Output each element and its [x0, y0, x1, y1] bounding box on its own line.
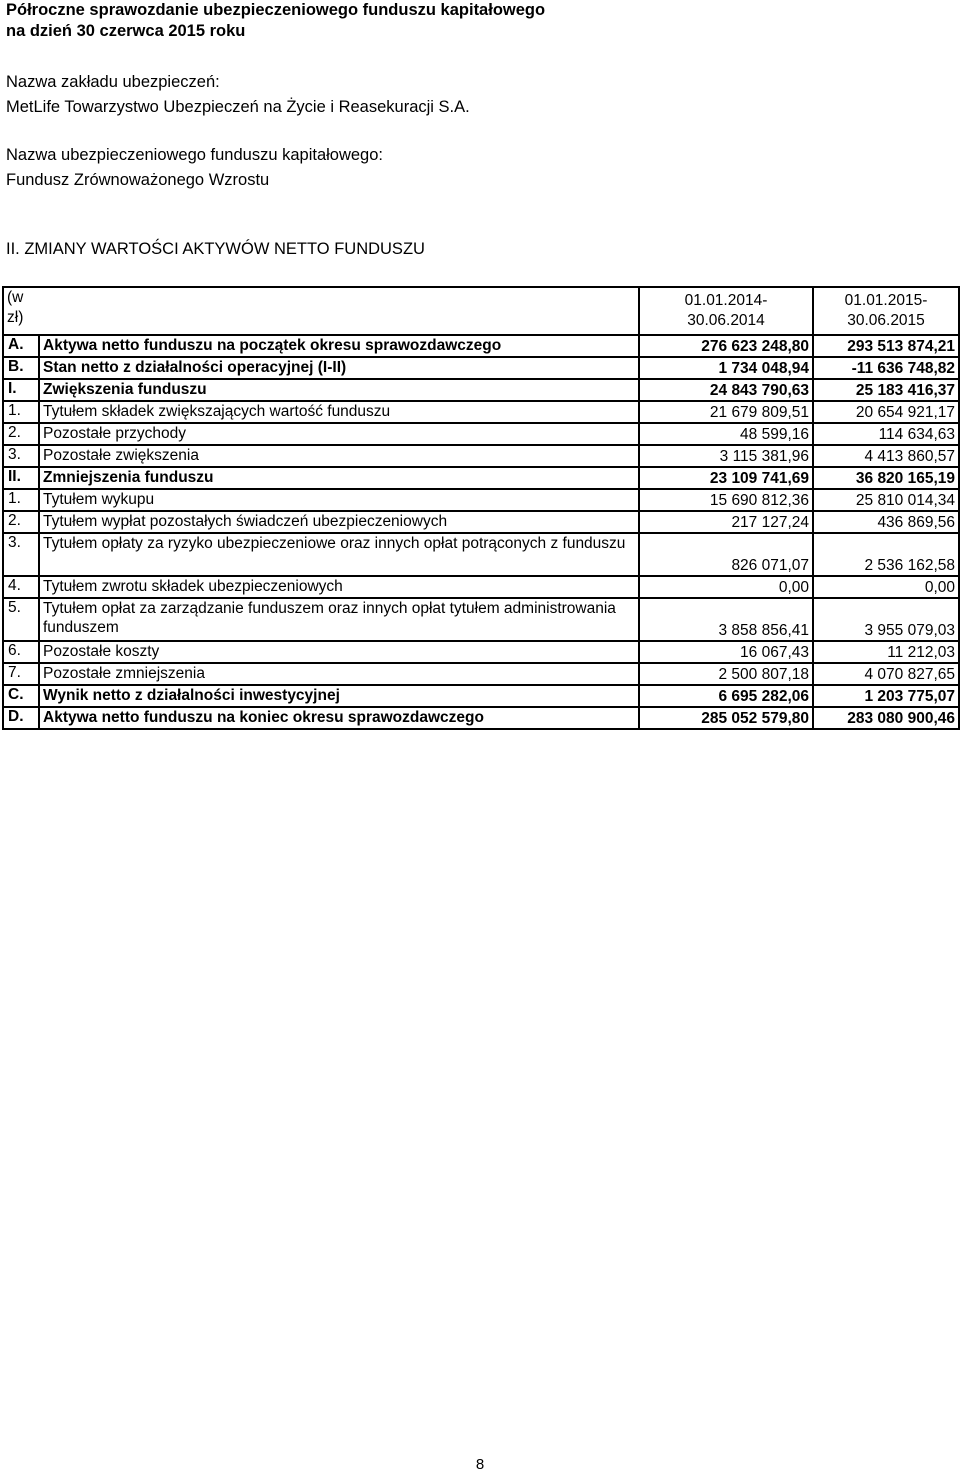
value-2014: 23 109 741,69 [639, 467, 813, 489]
row-label: Pozostałe koszty [39, 641, 639, 663]
table-row [3, 641, 959, 663]
table-row [3, 467, 959, 489]
table-row [3, 379, 959, 401]
value-2014: 3 858 856,41 [639, 598, 813, 641]
value-2014: 15 690 812,36 [639, 489, 813, 511]
value-2014: 826 071,07 [639, 533, 813, 576]
page-number: 8 [475, 1456, 485, 1473]
row-label: Pozostałe zwiększenia [39, 445, 639, 467]
table-row [3, 489, 959, 511]
row-number: I. [3, 379, 39, 401]
value-2014: 276 623 248,80 [639, 335, 813, 357]
insurer-name: MetLife Towarzystwo Ubezpieczeń na Życie i Reasekuracji S.A. [6, 98, 470, 116]
row-label: Aktywa netto funduszu na koniec okresu sprawozdawczego [39, 707, 639, 729]
value-2015: 3 955 079,03 [813, 598, 959, 641]
value-2014: 217 127,24 [639, 511, 813, 533]
value-2014: 2 500 807,18 [639, 663, 813, 685]
table-row [3, 511, 959, 533]
row-number: A. [3, 335, 39, 357]
value-2014: 6 695 282,06 [639, 685, 813, 707]
row-label: Zwiększenia funduszu [39, 379, 639, 401]
row-label: Wynik netto z działalności inwestycyjnej [39, 685, 639, 707]
value-2015: -11 636 748,82 [813, 357, 959, 379]
row-number: 2. [3, 511, 39, 533]
fund-name: Fundusz Zrównoważonego Wzrostu [6, 171, 270, 189]
table-row [3, 423, 959, 445]
value-2015: 20 654 921,17 [813, 401, 959, 423]
value-2014: 3 115 381,96 [639, 445, 813, 467]
value-2015: 2 536 162,58 [813, 533, 959, 576]
row-label: Zmniejszenia funduszu [39, 467, 639, 489]
table-row [3, 533, 959, 576]
value-2015: 0,00 [813, 576, 959, 598]
table-row [3, 707, 959, 729]
value-2015: 25 810 014,34 [813, 489, 959, 511]
unit-cell [3, 287, 639, 335]
row-label: Tytułem opłat za zarządzanie funduszem oraz innych opłat tytułem administrowania funduszem [39, 598, 639, 641]
table-row [3, 357, 959, 379]
report-title-line-2: na dzień 30 czerwca 2015 roku [6, 22, 246, 40]
row-label: Pozostałe przychody [39, 423, 639, 445]
row-number: D. [3, 707, 39, 729]
row-label: Stan netto z działalności operacyjnej (I-II) [39, 357, 639, 379]
row-number: 6. [3, 641, 39, 663]
row-number: 3. [3, 533, 39, 576]
period-2014-line-2: 30.06.2014 [687, 312, 765, 329]
value-2014: 0,00 [639, 576, 813, 598]
row-number: C. [3, 685, 39, 707]
value-2015: 36 820 165,19 [813, 467, 959, 489]
value-2015: 293 513 874,21 [813, 335, 959, 357]
unit-line-2: zł) [7, 309, 24, 326]
row-number: 7. [3, 663, 39, 685]
row-label: Tytułem wypłat pozostałych świadczeń ubezpieczeniowych [39, 511, 639, 533]
value-2015: 4 070 827,65 [813, 663, 959, 685]
value-2014: 48 599,16 [639, 423, 813, 445]
table-row [3, 663, 959, 685]
fund-label: Nazwa ubezpieczeniowego funduszu kapitałowego: [6, 146, 383, 164]
period-2014-line-1: 01.01.2014- [684, 292, 768, 309]
period-2015-line-1: 01.01.2015- [844, 292, 928, 309]
table-row [3, 335, 959, 357]
value-2014: 285 052 579,80 [639, 707, 813, 729]
value-2015: 114 634,63 [813, 423, 959, 445]
row-number: 3. [3, 445, 39, 467]
period-2015-header [813, 287, 959, 335]
row-label: Aktywa netto funduszu na początek okresu sprawozdawczego [39, 335, 639, 357]
row-number: B. [3, 357, 39, 379]
value-2014: 16 067,43 [639, 641, 813, 663]
table-row [3, 401, 959, 423]
table-header-row [3, 287, 959, 335]
period-2015-line-2: 30.06.2015 [847, 312, 925, 329]
row-label: Tytułem składek zwiększających wartość funduszu [39, 401, 639, 423]
value-2015: 11 212,03 [813, 641, 959, 663]
table-row [3, 598, 959, 641]
value-2015: 1 203 775,07 [813, 685, 959, 707]
report-title-line-1: Półroczne sprawozdanie ubezpieczeniowego funduszu kapitałowego [6, 1, 546, 19]
value-2014: 24 843 790,63 [639, 379, 813, 401]
value-2014: 21 679 809,51 [639, 401, 813, 423]
value-2015: 283 080 900,46 [813, 707, 959, 729]
table-row [3, 576, 959, 598]
row-number: 1. [3, 401, 39, 423]
table-row [3, 445, 959, 467]
insurer-label: Nazwa zakładu ubezpieczeń: [6, 73, 220, 91]
row-label: Tytułem opłaty za ryzyko ubezpieczeniowe oraz innych opłat potrąconych z funduszu [39, 533, 639, 576]
row-number: 2. [3, 423, 39, 445]
row-label: Tytułem zwrotu składek ubezpieczeniowych [39, 576, 639, 598]
net-assets-changes-table [2, 286, 960, 730]
value-2015: 25 183 416,37 [813, 379, 959, 401]
row-label: Pozostałe zmniejszenia [39, 663, 639, 685]
section-title: II. ZMIANY WARTOŚCI AKTYWÓW NETTO FUNDUSZU [6, 240, 425, 258]
row-number: 5. [3, 598, 39, 641]
unit-line-1: (w [7, 289, 24, 306]
row-number: II. [3, 467, 39, 489]
row-label: Tytułem wykupu [39, 489, 639, 511]
value-2014: 1 734 048,94 [639, 357, 813, 379]
value-2015: 436 869,56 [813, 511, 959, 533]
table-row [3, 685, 959, 707]
row-number: 1. [3, 489, 39, 511]
value-2015: 4 413 860,57 [813, 445, 959, 467]
row-number: 4. [3, 576, 39, 598]
period-2014-header [639, 287, 813, 335]
